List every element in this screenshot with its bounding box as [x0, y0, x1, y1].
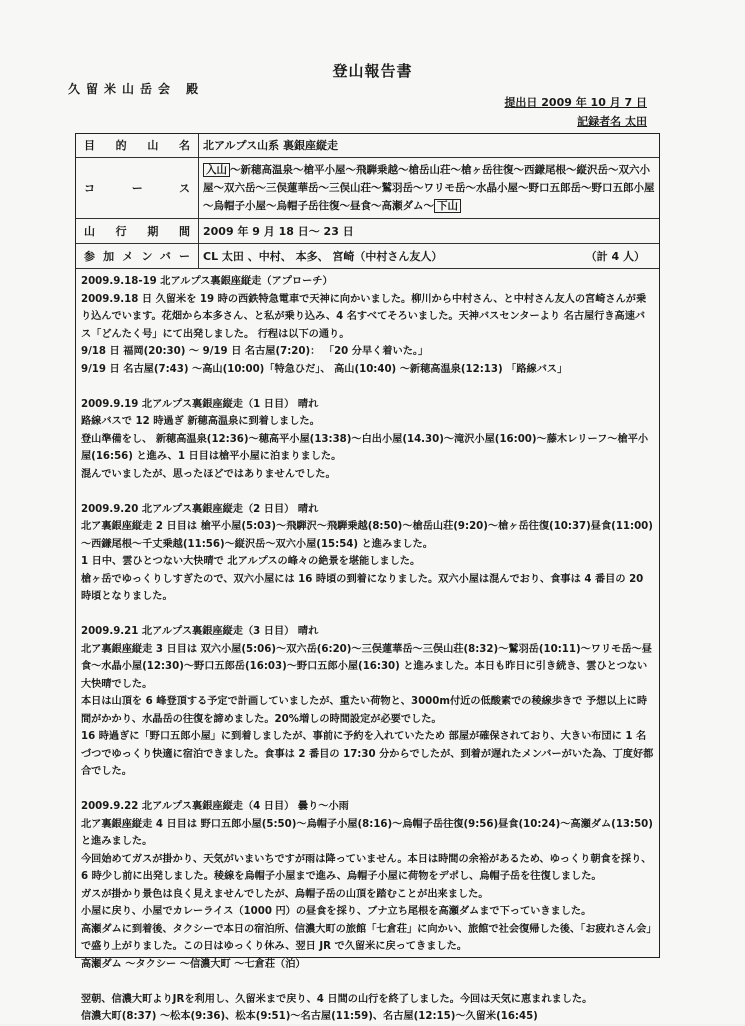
- section-heading: 2009.9.21 北アルプス裏銀座縦走（3 日目） 晴れ: [81, 626, 319, 637]
- row-period: [76, 219, 659, 244]
- course-start: 入山: [203, 163, 230, 177]
- section-paragraph: ガスが掛かり景色は良く見えませんでしたが、烏帽子岳の山頂を踏むことが出来ました。: [81, 888, 489, 900]
- section-paragraph: 今回始めてガスが掛かり、天気がいまいちですが雨は降っていません。本日は時間の余裕があるため、ゆっくり朝食を採り、6 時少し前に出発しました。稜線を烏帽子小屋まで進み、烏帽子小屋に荷物をデポし、烏帽子岳を往復しました。: [81, 853, 652, 882]
- section-heading: 2009.9.19 北アルプス裏銀座縦走（1 日目） 晴れ: [81, 398, 319, 410]
- members-label: 参加メンバー: [76, 244, 199, 269]
- row-course: [76, 158, 659, 219]
- period-value: 2009 年 9 月 18 日～ 23 日: [199, 219, 660, 244]
- row-members: [76, 244, 659, 269]
- addressee: 久留米山岳会 殿: [68, 82, 205, 96]
- members-value: CL 太田 、中村、 本多、 宮崎（中村さん友人）: [203, 249, 443, 263]
- mountain-value: 北アルプス山系 裏銀座縦走: [199, 134, 660, 158]
- section-paragraph: 小屋に戻り、小屋でカレーライス（1000 円）の昼食を採り、ブナ立ち尾根を高瀬ダムまで下っていきました。: [81, 906, 592, 917]
- row-mountain: [76, 134, 659, 158]
- section-heading: 2009.9.18-19 北アルプス裏銀座縦走（アプローチ）: [81, 276, 333, 287]
- section-paragraph: 翌朝、信濃大町よりJRを利用し、久留米まで戻り、4 日間の山行を終了しました。今回は天気に恵まれました。: [81, 993, 593, 1005]
- recorder-name: 記録者名 太田: [577, 115, 647, 128]
- report-section: [81, 396, 654, 484]
- course-route: ～新穂高温泉～槍平小屋～飛騨乗越～槍岳山荘～槍ヶ岳往復～西鎌尾根～縦沢岳～双六小屋～双六岳～三俣蓮華岳～三俣山荘～鷲羽岳～ワリモ岳～水晶小屋～野口五郎岳～野口五郎小屋 ～烏帽子小屋～烏帽子岳往復～昼食～高瀬ダム～: [203, 164, 655, 212]
- members-value-cell: [199, 244, 660, 269]
- report-section: [81, 623, 654, 781]
- section-paragraph: 北ア裏銀座縦走 2 日目は 槍平小屋(5:03)～飛騨沢～飛騨乗越(8:50)～槍岳山荘(9:20)～槍ヶ岳往復(10:37)昼食(11:00)～西鎌尾根～千丈乗越(11:56)～縦沢岳～双六小屋(15:54) と進みました。: [81, 521, 653, 550]
- section-paragraph: 高瀬ダムに到着後、タクシーで本日の宿泊所、信濃大町の旅館「七倉荘」に向かい、旅館で社会復帰した後、「お疲れさん会」で盛り上がりました。この日はゆっくり休み、翌日 JR で久留米に戻ってきました。: [81, 923, 652, 952]
- report-body: [76, 269, 659, 1026]
- members-wrap: [203, 248, 655, 265]
- mountain-label: 目的山名: [76, 134, 199, 158]
- section-heading: 2009.9.20 北アルプス裏銀座縦走（2 日目） 晴れ: [81, 503, 319, 515]
- course-value: [199, 158, 660, 219]
- report-section: [81, 991, 654, 1026]
- section-paragraph: 2009.9.18 日 久留米を 19 時の西鉄特急電車で天神に向かいました。柳川から中村さん、と中村さん友人の宮崎さんが乗り込んでいます。花畑から本多さん、と私が乗り込み、4 名すべてそろいました。天神バスセンターより 名古屋行き高速バス「どんたく号」にて出発しました。 行程は以下の通り。: [81, 293, 647, 340]
- section-paragraph: 混んでいましたが、思ったほどではありませんでした。: [81, 468, 336, 480]
- document-title: 登山報告書: [332, 62, 413, 80]
- section-paragraph: 高瀬ダム ～タクシー ～信濃大町 ～七倉荘（泊）: [81, 958, 306, 970]
- section-paragraph: 16 時過ぎに「野口五郎小屋」に到着しましたが、事前に予約を入れていたため 部屋が確保されており、大きい布団に 1 名づつでゆっくり快適に宿泊できました。食事は 2 番目の 17:30 分からでしたが、到着が遅れたメンバーがいた為、丁度好都合でした。: [81, 731, 654, 777]
- section-paragraph: 北ア裏銀座縦走 4 日目は 野口五郎小屋(5:50)～烏帽子小屋(8:16)～烏帽子岳往復(9:56)昼食(10:24)～高瀬ダム(13:50) と進みました。: [81, 818, 653, 847]
- report-form: [75, 133, 660, 1022]
- period-label: 山行期間: [76, 219, 199, 244]
- submit-date: 提出日 2009 年 10 月 7 日: [504, 96, 647, 109]
- section-paragraph: 北ア裏銀座縦走 3 日目は 双六小屋(5:06)～双六岳(6:20)～三俣蓮華岳～三俣山荘(8:32)～鷲羽岳(10:11)～ワリモ岳～昼食～水晶小屋(12:30)～野口五郎岳(16:03)～野口五郎小屋(16:30) と進みました。本日も昨日に引き続き、雲ひとつない大快晴でした。: [81, 643, 652, 690]
- members-count: （計 4 人）: [585, 249, 645, 263]
- course-label: コース: [76, 158, 199, 219]
- section-paragraph: 槍ヶ岳でゆっくりしすぎたので、双六小屋には 16 時頃の到着になりました。双六小屋は混んでおり、食事は 4 番目の 20 時頃となりました。: [81, 573, 644, 602]
- report-section: [81, 273, 654, 378]
- section-paragraph: 本日は山頂を 6 峰登頂する予定で計画していましたが、重たい荷物と、3000m付近の低酸素での稜線歩きで 予想以上に時間がかかり、水晶岳の往復を諦めました。20%増しの時間設定が必要でした。: [81, 696, 648, 725]
- section-paragraph: 路線バスで 12 時過ぎ 新穂高温泉に到着しました。: [81, 416, 320, 427]
- section-paragraph: 9/18 日 福岡(20:30) ～ 9/19 日 名古屋(7:20)： 「20 分早く着いた。」: [81, 346, 429, 357]
- report-section: [81, 501, 654, 606]
- section-paragraph: 1 日中、雲ひとつない大快晴で 北アルプスの峰々の絶景を堪能しました。: [81, 556, 421, 567]
- header-table: [76, 134, 659, 269]
- section-paragraph: 信濃大町(8:37) ～松本(9:36)、松本(9:51)～名古屋(11:59)、名古屋(12:15)～久留米(16:45): [81, 1011, 538, 1022]
- section-paragraph: 登山準備をし、 新穂高温泉(12:36)～穂高平小屋(13:38)～白出小屋(14.30)～滝沢小屋(16:00)～藤木レリーフ～槍平小屋(16:56) と進み、1 日目は槍平小屋に泊まりました。: [81, 433, 649, 462]
- course-end: 下山: [434, 199, 461, 213]
- section-heading: 2009.9.22 北アルプス裏銀座縦走（4 日目） 曇り～小雨: [81, 801, 349, 812]
- course-route-text: [203, 161, 655, 215]
- report-section: [81, 798, 654, 973]
- section-paragraph: 9/19 日 名古屋(7:43) ～高山(10:00)「特急ひだ」、 高山(10:40) ～新穂高温泉(12:13) 「路線バス」: [81, 363, 568, 375]
